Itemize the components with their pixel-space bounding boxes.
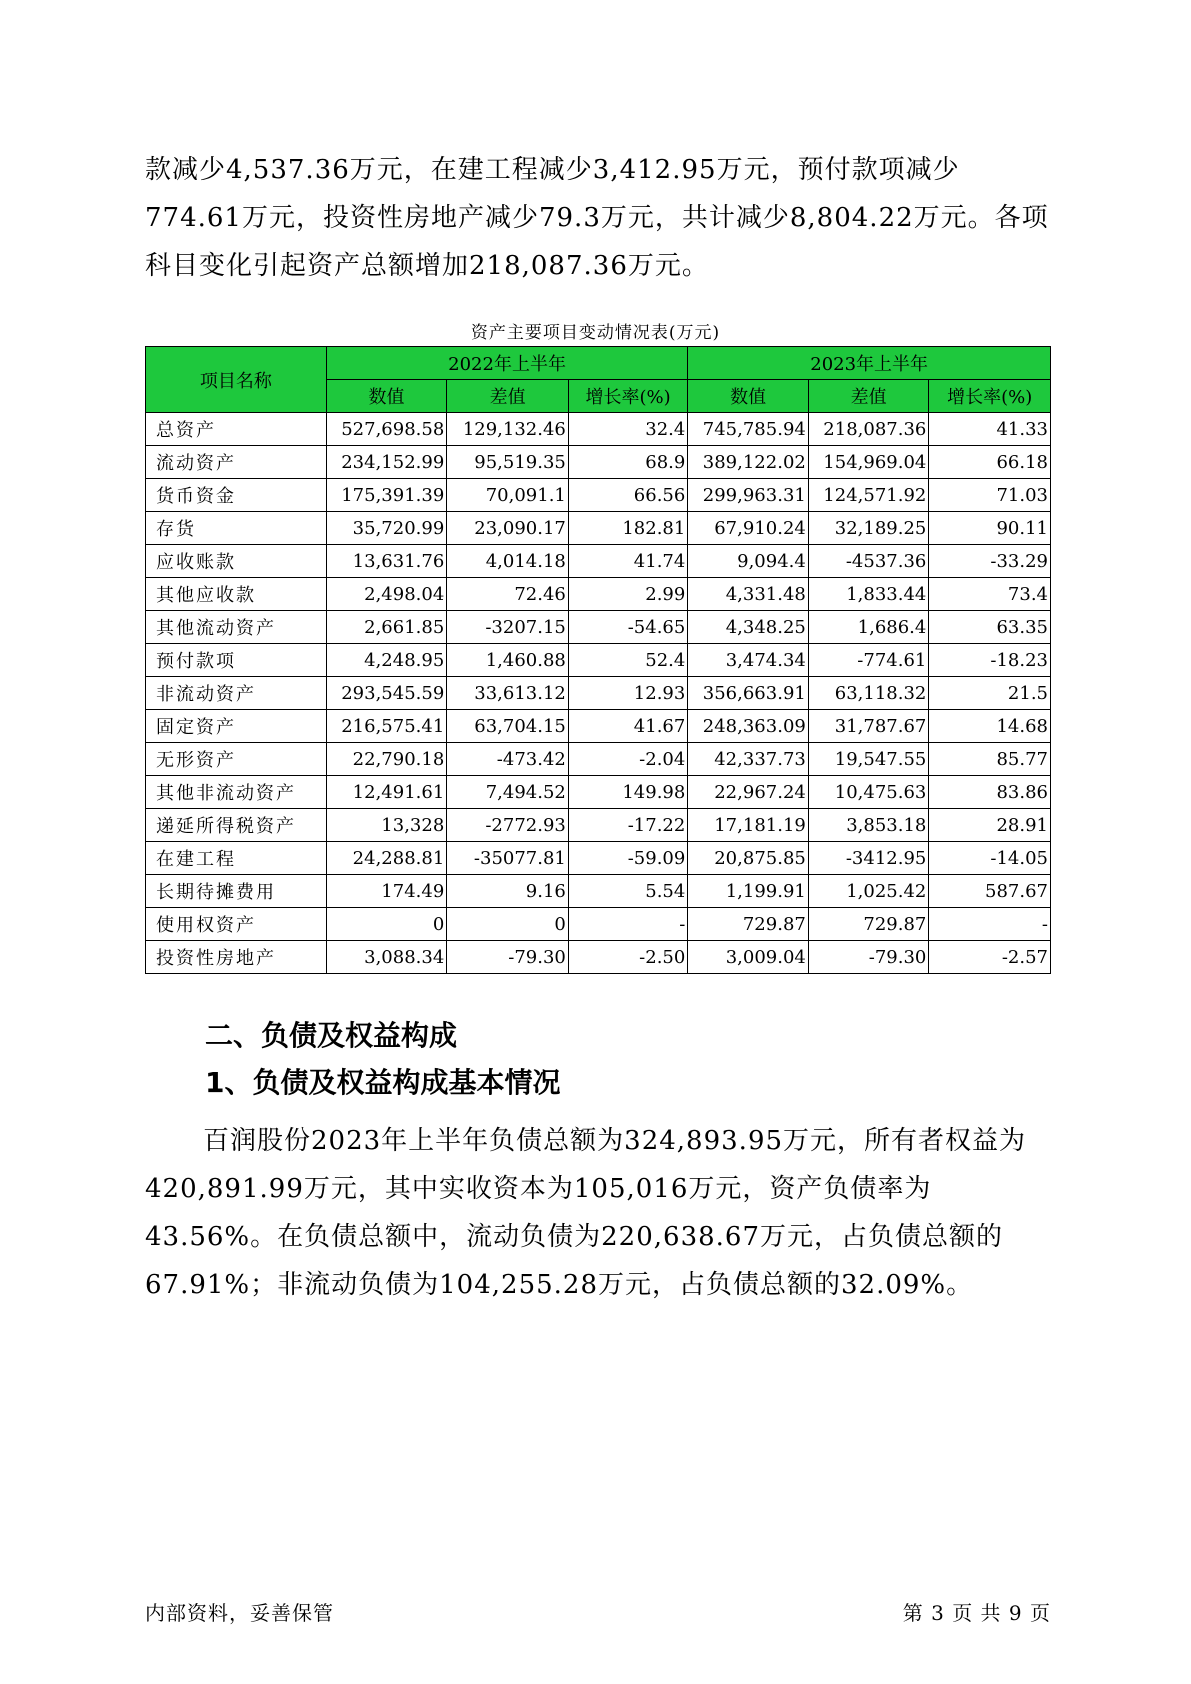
period-2022-header: 2022年上半年 (326, 347, 688, 380)
row-value-cell: 41.74 (568, 545, 687, 578)
row-value-cell: 72.46 (447, 578, 569, 611)
row-item-name: 存货 (146, 512, 327, 545)
row-value-cell: 129,132.46 (447, 413, 569, 446)
row-value-cell: -79.30 (447, 941, 569, 974)
row-value-cell: 149.98 (568, 776, 687, 809)
row-item-name: 递延所得税资产 (146, 809, 327, 842)
row-item-name: 其他非流动资产 (146, 776, 327, 809)
row-item-name: 固定资产 (146, 710, 327, 743)
row-item-name: 非流动资产 (146, 677, 327, 710)
row-value-cell: 218,087.36 (808, 413, 929, 446)
row-value-cell: 24,288.81 (326, 842, 447, 875)
row-value-cell: -473.42 (447, 743, 569, 776)
row-value-cell: 389,122.02 (688, 446, 809, 479)
table-row (146, 743, 1051, 776)
row-value-cell: 71.03 (929, 479, 1051, 512)
row-value-cell: 729.87 (688, 908, 809, 941)
row-value-cell: 2,661.85 (326, 611, 447, 644)
row-item-name: 无形资产 (146, 743, 327, 776)
row-value-cell: -17.22 (568, 809, 687, 842)
footer-confidential-note: 内部资料，妥善保管 (145, 1601, 334, 1625)
row-value-cell: 175,391.39 (326, 479, 447, 512)
intro-paragraph: 款减少4,537.36万元，在建工程减少3,412.95万元，预付款项减少774.61万元，投资性房地产减少79.3万元，共计减少8,804.22万元。各项科目变化引起资产总额增加218,087.36万元。 (145, 155, 1049, 281)
row-value-cell: 21.5 (929, 677, 1051, 710)
row-value-cell: 234,152.99 (326, 446, 447, 479)
row-value-cell: 124,571.92 (808, 479, 929, 512)
sub-header-growth-2023: 增长率(%) (929, 380, 1051, 413)
row-value-cell: 73.4 (929, 578, 1051, 611)
row-value-cell: 90.11 (929, 512, 1051, 545)
sub-header-value-2022: 数值 (326, 380, 447, 413)
row-value-cell: 248,363.09 (688, 710, 809, 743)
row-value-cell: 66.18 (929, 446, 1051, 479)
table-row (146, 512, 1051, 545)
row-value-cell: 22,967.24 (688, 776, 809, 809)
row-value-cell: 5.54 (568, 875, 687, 908)
row-value-cell: 68.9 (568, 446, 687, 479)
row-item-name: 预付款项 (146, 644, 327, 677)
row-value-cell: 67,910.24 (688, 512, 809, 545)
row-value-cell: 28.91 (929, 809, 1051, 842)
table-row (146, 611, 1051, 644)
row-item-name: 其他流动资产 (146, 611, 327, 644)
row-value-cell: 13,631.76 (326, 545, 447, 578)
section-heading: 二、负债及权益构成 (205, 1019, 458, 1052)
row-value-cell: 14.68 (929, 710, 1051, 743)
row-value-cell: 35,720.99 (326, 512, 447, 545)
period-2023-header: 2023年上半年 (688, 347, 1051, 380)
row-value-cell: -79.30 (808, 941, 929, 974)
subsection-heading: 1、负债及权益构成基本情况 (205, 1066, 561, 1099)
row-value-cell: 729.87 (808, 908, 929, 941)
row-value-cell: 32,189.25 (808, 512, 929, 545)
row-value-cell: 4,348.25 (688, 611, 809, 644)
table-row (146, 809, 1051, 842)
row-value-cell: 12,491.61 (326, 776, 447, 809)
table-row (146, 842, 1051, 875)
row-value-cell: 85.77 (929, 743, 1051, 776)
row-value-cell: 3,009.04 (688, 941, 809, 974)
row-value-cell: -54.65 (568, 611, 687, 644)
table-row (146, 545, 1051, 578)
row-value-cell: 70,091.1 (447, 479, 569, 512)
row-value-cell: 23,090.17 (447, 512, 569, 545)
row-value-cell: 17,181.19 (688, 809, 809, 842)
table-row (146, 446, 1051, 479)
row-value-cell: 12.93 (568, 677, 687, 710)
row-value-cell: 1,025.42 (808, 875, 929, 908)
row-value-cell: -14.05 (929, 842, 1051, 875)
row-value-cell: 3,853.18 (808, 809, 929, 842)
row-value-cell: 293,545.59 (326, 677, 447, 710)
row-item-name: 总资产 (146, 413, 327, 446)
row-value-cell: -2.57 (929, 941, 1051, 974)
table-row (146, 776, 1051, 809)
row-value-cell: -2.04 (568, 743, 687, 776)
item-name-header: 项目名称 (146, 347, 327, 413)
liability-paragraph: 百润股份2023年上半年负债总额为324,893.95万元，所有者权益为420,891.99万元，其中实收资本为105,016万元，资产负债率为43.56%。在负债总额中，流动负债为220,638.67万元，占负债总额的67.91%；非流动负债为104,255.28万元，占负债总额的32.09%。 (145, 1126, 1027, 1300)
row-value-cell: 2.99 (568, 578, 687, 611)
row-value-cell: 9,094.4 (688, 545, 809, 578)
row-value-cell: 299,963.31 (688, 479, 809, 512)
row-value-cell: 19,547.55 (808, 743, 929, 776)
row-value-cell: 32.4 (568, 413, 687, 446)
row-item-name: 流动资产 (146, 446, 327, 479)
row-value-cell: 356,663.91 (688, 677, 809, 710)
row-item-name: 其他应收款 (146, 578, 327, 611)
row-value-cell: 1,460.88 (447, 644, 569, 677)
row-value-cell: 154,969.04 (808, 446, 929, 479)
row-value-cell: 174.49 (326, 875, 447, 908)
table-row (146, 908, 1051, 941)
row-value-cell: -4537.36 (808, 545, 929, 578)
row-value-cell: 9.16 (447, 875, 569, 908)
row-value-cell: 0 (326, 908, 447, 941)
row-value-cell: 1,686.4 (808, 611, 929, 644)
table-row (146, 875, 1051, 908)
row-value-cell: -59.09 (568, 842, 687, 875)
table-caption: 资产主要项目变动情况表(万元) (470, 323, 721, 343)
row-value-cell: 1,833.44 (808, 578, 929, 611)
row-value-cell: 20,875.85 (688, 842, 809, 875)
row-value-cell: 3,088.34 (326, 941, 447, 974)
row-value-cell: 52.4 (568, 644, 687, 677)
row-value-cell: -3207.15 (447, 611, 569, 644)
row-value-cell: 22,790.18 (326, 743, 447, 776)
row-value-cell: 7,494.52 (447, 776, 569, 809)
row-item-name: 长期待摊费用 (146, 875, 327, 908)
row-value-cell: 182.81 (568, 512, 687, 545)
row-value-cell: -2.50 (568, 941, 687, 974)
row-value-cell: 745,785.94 (688, 413, 809, 446)
row-value-cell: -33.29 (929, 545, 1051, 578)
row-value-cell: - (568, 908, 687, 941)
table-row (146, 644, 1051, 677)
sub-header-diff-2022: 差值 (447, 380, 569, 413)
footer-page-number: 第 3 页 共 9 页 (902, 1601, 1051, 1625)
row-value-cell: 42,337.73 (688, 743, 809, 776)
row-value-cell: 83.86 (929, 776, 1051, 809)
table-row (146, 479, 1051, 512)
row-item-name: 投资性房地产 (146, 941, 327, 974)
table-row (146, 413, 1051, 446)
row-value-cell: 41.33 (929, 413, 1051, 446)
row-value-cell: 10,475.63 (808, 776, 929, 809)
row-value-cell: -3412.95 (808, 842, 929, 875)
row-value-cell: 527,698.58 (326, 413, 447, 446)
row-value-cell: 587.67 (929, 875, 1051, 908)
row-value-cell: 4,331.48 (688, 578, 809, 611)
row-value-cell: 66.56 (568, 479, 687, 512)
row-value-cell: 13,328 (326, 809, 447, 842)
row-value-cell: 63,118.32 (808, 677, 929, 710)
row-value-cell: - (929, 908, 1051, 941)
row-value-cell: -18.23 (929, 644, 1051, 677)
row-value-cell: -35077.81 (447, 842, 569, 875)
row-value-cell: 216,575.41 (326, 710, 447, 743)
row-value-cell: 3,474.34 (688, 644, 809, 677)
row-value-cell: 4,014.18 (447, 545, 569, 578)
row-item-name: 在建工程 (146, 842, 327, 875)
row-value-cell: -774.61 (808, 644, 929, 677)
row-item-name: 应收账款 (146, 545, 327, 578)
table-row (146, 710, 1051, 743)
row-value-cell: 2,498.04 (326, 578, 447, 611)
row-value-cell: 63.35 (929, 611, 1051, 644)
sub-header-growth-2022: 增长率(%) (568, 380, 687, 413)
row-item-name: 货币资金 (146, 479, 327, 512)
row-value-cell: 4,248.95 (326, 644, 447, 677)
row-value-cell: 95,519.35 (447, 446, 569, 479)
table-row (146, 941, 1051, 974)
row-value-cell: 41.67 (568, 710, 687, 743)
row-item-name: 使用权资产 (146, 908, 327, 941)
sub-header-value-2023: 数值 (688, 380, 809, 413)
row-value-cell: 33,613.12 (447, 677, 569, 710)
row-value-cell: 31,787.67 (808, 710, 929, 743)
row-value-cell: 63,704.15 (447, 710, 569, 743)
sub-header-diff-2023: 差值 (808, 380, 929, 413)
row-value-cell: 1,199.91 (688, 875, 809, 908)
table-row (146, 677, 1051, 710)
asset-change-table (145, 346, 1051, 974)
row-value-cell: 0 (447, 908, 569, 941)
table-row (146, 578, 1051, 611)
row-value-cell: -2772.93 (447, 809, 569, 842)
